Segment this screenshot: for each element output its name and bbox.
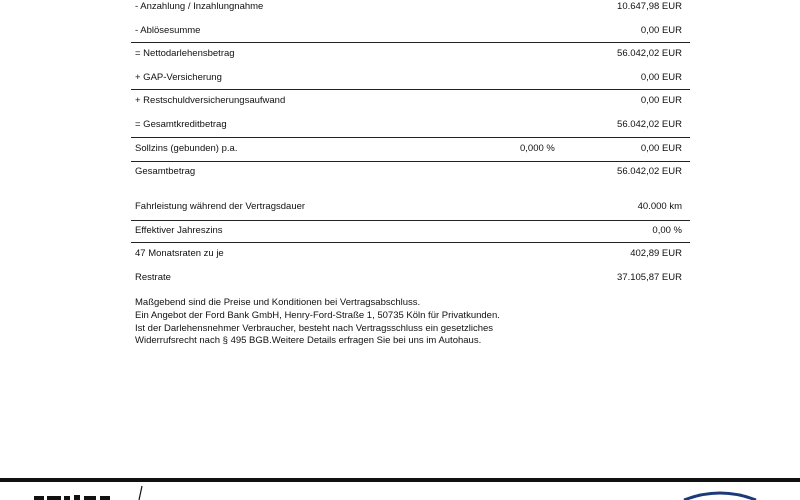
row-label: Restrate: [135, 272, 171, 283]
row-total-amount: [131, 165, 690, 188]
row-effective-rate: [131, 224, 690, 247]
row-value: 0,00 EUR: [640, 25, 682, 36]
row-label: - Anzahlung / Inzahlungnahme: [135, 1, 264, 12]
row-value: 402,89 EUR: [630, 248, 682, 259]
row-value: 10.647,98 EUR: [617, 1, 682, 12]
divider: [131, 42, 690, 43]
row-net-loan: [131, 47, 690, 70]
dealer-logo-icon: [0, 482, 160, 500]
row-down-payment: [131, 0, 690, 23]
row-value: 56.042,02 EUR: [617, 166, 682, 177]
row-label: Fahrleistung während der Vertragsdauer: [135, 201, 306, 212]
notice-line: Maßgebend sind die Preise und Konditionen bei Vertragsabschluss.: [135, 297, 421, 308]
row-label: + Restschuldversicherungsaufwand: [135, 95, 286, 106]
row-value: 0,00 EUR: [640, 72, 682, 83]
divider: [131, 161, 690, 162]
notice-line: Widerrufsrecht nach § 495 BGB.Weitere Details erfragen Sie bei uns im Autohaus.: [135, 335, 482, 347]
divider: [131, 89, 690, 90]
row-label: = Nettodarlehensbetrag: [135, 48, 235, 59]
row-monthly-installments: [131, 247, 690, 270]
notice-line: Ein Angebot der Ford Bank GmbH, Henry-Ford-Straße 1, 50735 Köln für Privatkunden.: [135, 309, 500, 321]
divider: [131, 242, 690, 243]
legal-notice: [135, 297, 675, 348]
row-rate: 0,000 %: [520, 143, 555, 154]
row-value: 0,00 %: [652, 225, 682, 236]
row-value: 40.000 km: [637, 201, 682, 212]
row-label: Effektiver Jahreszins: [135, 225, 223, 236]
row-value: 56.042,02 EUR: [617, 48, 682, 59]
row-value: 0,00 EUR: [640, 143, 682, 154]
row-payoff-amount: [131, 24, 690, 47]
row-gap-insurance: [131, 71, 690, 94]
row-value: 56.042,02 EUR: [617, 119, 682, 130]
row-value: 37.105,87 EUR: [617, 272, 682, 283]
notice-line: Ist der Darlehensnehmer Verbraucher, besteht nach Vertragsschluss ein gesetzliches: [135, 322, 494, 334]
divider: [131, 137, 690, 138]
row-label: Gesamtbetrag: [135, 166, 196, 177]
row-label: Sollzins (gebunden) p.a.: [135, 143, 238, 154]
row-value: 0,00 EUR: [640, 95, 682, 106]
row-label: 47 Monatsraten zu je: [135, 248, 224, 259]
row-label: = Gesamtkreditbetrag: [135, 119, 227, 130]
row-final-installment: [131, 271, 690, 294]
divider: [131, 220, 690, 221]
row-label: - Ablösesumme: [135, 25, 201, 36]
ford-oval-logo-icon: [680, 490, 760, 500]
row-residual-debt-insurance: [131, 94, 690, 117]
row-label: + GAP-Versicherung: [135, 72, 222, 83]
